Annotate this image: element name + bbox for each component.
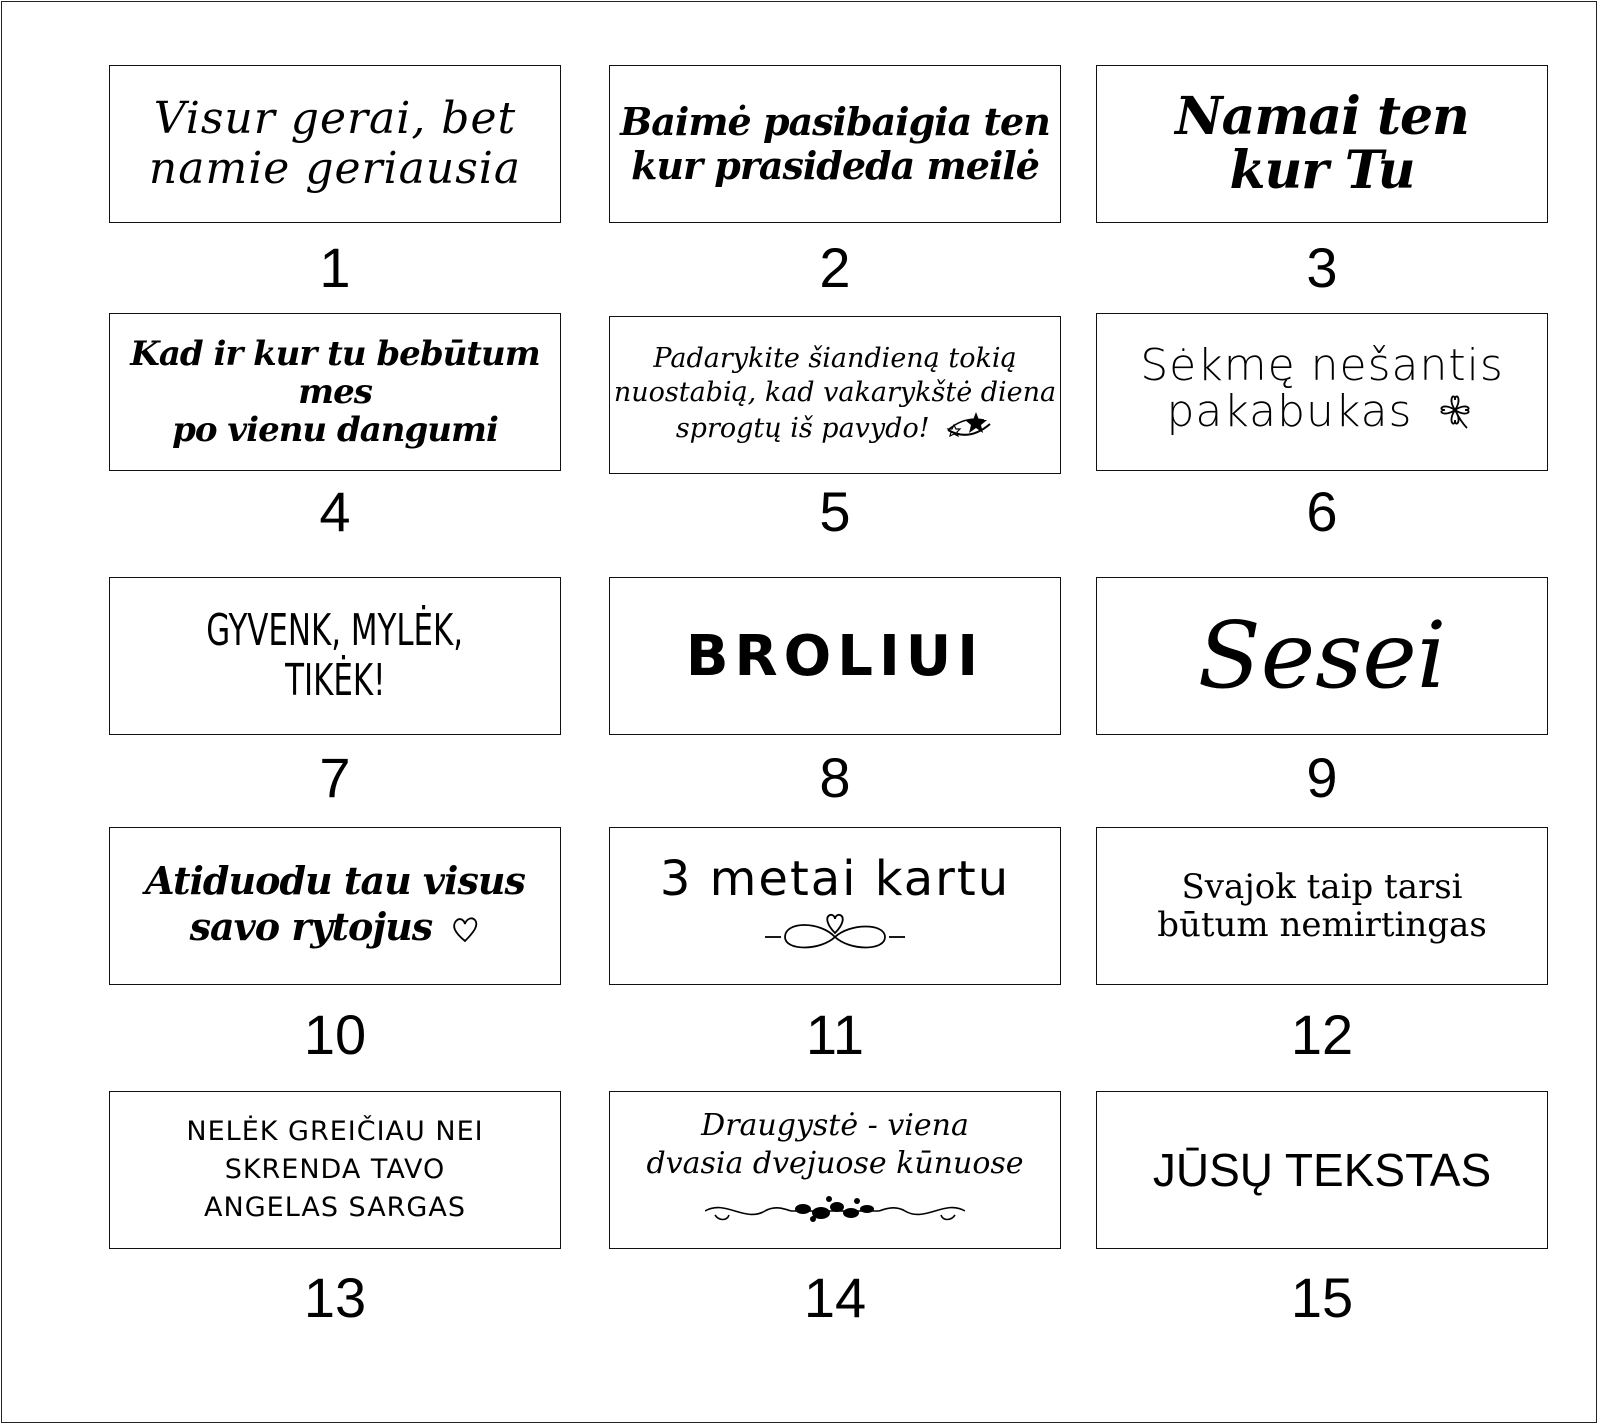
option-number: 9 bbox=[1306, 746, 1338, 809]
option-card-14[interactable] bbox=[609, 1091, 1061, 1249]
option-card-6[interactable] bbox=[1096, 313, 1548, 471]
card-text-line: Baimė pasibaigia ten bbox=[620, 99, 1050, 144]
option-number: 3 bbox=[1306, 236, 1338, 299]
option-card-5[interactable] bbox=[609, 316, 1061, 474]
option-card-12[interactable] bbox=[1096, 827, 1548, 985]
option-number: 5 bbox=[819, 480, 851, 543]
option-card-7[interactable] bbox=[109, 577, 561, 735]
card-text-line: TIKĖK! bbox=[284, 655, 386, 706]
option-card-2[interactable] bbox=[609, 65, 1061, 223]
star-icon bbox=[944, 410, 994, 449]
option-card-11[interactable] bbox=[609, 827, 1061, 985]
card-text-line: pakabukas bbox=[1166, 386, 1413, 437]
option-card-9[interactable] bbox=[1096, 577, 1548, 735]
option-number: 12 bbox=[1290, 1003, 1354, 1066]
option-number: 7 bbox=[319, 746, 351, 809]
option-number: 11 bbox=[805, 1003, 865, 1066]
card-text-line: GYVENK, MYLĖK, bbox=[206, 605, 464, 656]
card-text-line: Sėkmę nešantis bbox=[1140, 340, 1504, 391]
card-text-line: Svajok taip tarsi bbox=[1181, 867, 1463, 907]
option-number: 13 bbox=[303, 1266, 367, 1329]
card-text-line: sprogtų iš pavydo! bbox=[675, 412, 930, 444]
card-text-line: kur Tu bbox=[1229, 140, 1415, 201]
option-card-1[interactable] bbox=[109, 65, 561, 223]
option-number: 10 bbox=[303, 1003, 367, 1066]
heart-icon bbox=[450, 908, 480, 954]
option-card-8[interactable] bbox=[609, 577, 1061, 735]
option-number: 15 bbox=[1290, 1266, 1354, 1329]
card-text-line: namie geriausia bbox=[148, 143, 522, 194]
option-card-15[interactable] bbox=[1096, 1091, 1548, 1249]
card-text-line: kur prasideda meilė bbox=[631, 143, 1039, 188]
card-text-line: Visur gerai, bet bbox=[153, 93, 517, 144]
card-text-line: Padarykite šiandieną tokią bbox=[653, 342, 1017, 374]
card-text-line: Draugystė - viena bbox=[701, 1108, 969, 1143]
card-text-line: ANGELAS SARGAS bbox=[204, 1192, 466, 1223]
card-text-line: mes bbox=[298, 372, 372, 412]
option-number: 2 bbox=[819, 236, 851, 299]
card-text-line: nuostabią, kad vakarykštė diena bbox=[613, 376, 1057, 408]
option-number: 14 bbox=[803, 1266, 867, 1329]
card-text-line: Kad ir kur tu bebūtum bbox=[130, 334, 540, 374]
option-card-10[interactable] bbox=[109, 827, 561, 985]
card-text-line: dvasia dvejuose kūnuose bbox=[646, 1146, 1024, 1181]
option-card-4[interactable] bbox=[109, 313, 561, 471]
option-card-13[interactable] bbox=[109, 1091, 561, 1249]
card-text-line: JŪSŲ TEKSTAS bbox=[1152, 1144, 1492, 1196]
card-text-line: savo rytojus bbox=[189, 904, 433, 950]
option-card-3[interactable] bbox=[1096, 65, 1548, 223]
card-text-line: Sesei bbox=[1197, 602, 1447, 709]
card-text-line: 3 metai kartu bbox=[659, 851, 1011, 907]
infinity-heart-icon bbox=[765, 911, 905, 959]
floral-ornament-icon bbox=[705, 1189, 965, 1233]
option-number: 4 bbox=[319, 480, 351, 543]
card-text-line: SKRENDA TAVO bbox=[224, 1154, 446, 1185]
option-number: 8 bbox=[819, 746, 851, 809]
card-text-line: būtum nemirtingas bbox=[1157, 905, 1487, 945]
card-text-line: Namai ten bbox=[1175, 86, 1469, 147]
card-text-line: po vienu dangumi bbox=[172, 410, 498, 450]
card-text-line: Atiduodu tau visus bbox=[145, 858, 525, 904]
option-number: 1 bbox=[319, 236, 351, 299]
card-text-line: NELĖK GREIČIAU NEI bbox=[186, 1116, 484, 1147]
clover-icon bbox=[1433, 388, 1477, 440]
card-text-line: BROLIUI bbox=[685, 623, 985, 689]
option-number: 6 bbox=[1306, 480, 1338, 543]
